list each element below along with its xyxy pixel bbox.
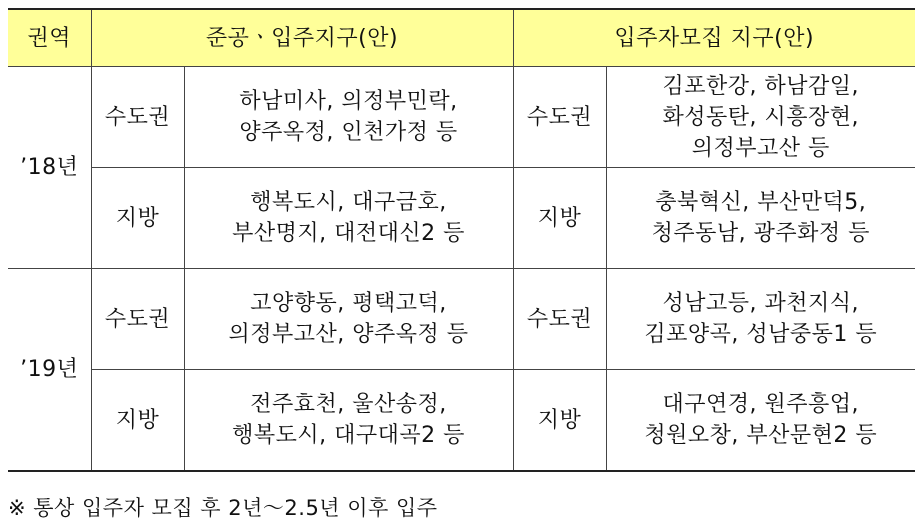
recruit-cell	[606, 67, 915, 168]
cell-line: 성남고등, 과천지식,	[662, 291, 859, 316]
completed-cell	[184, 370, 513, 472]
completed-cell	[184, 67, 513, 168]
cell-line: 대구연경, 원주흥업,	[662, 392, 859, 417]
cell-line: 행복도시, 대구대곡2 등	[232, 423, 465, 448]
header-region: 권역	[8, 9, 91, 67]
table-row	[8, 168, 915, 269]
cell-line: 하남미사, 의정부민락,	[239, 89, 458, 114]
cell-line: 의정부고산 등	[691, 135, 830, 161]
header-completed: 준공ㆍ입주지구(안)	[91, 9, 513, 67]
area-label: 수도권	[91, 67, 184, 168]
cell-line: 청주동남, 광주화정 등	[651, 221, 870, 246]
cell-line: 행복도시, 대구금호,	[250, 190, 447, 215]
recruit-cell	[606, 269, 915, 370]
completed-cell	[184, 168, 513, 269]
table-header-row	[8, 9, 915, 67]
area-label: 지방	[91, 370, 184, 472]
footnote: ※ 통상 입주자 모집 후 2년～2.5년 이후 입주	[8, 496, 438, 520]
cell-line: 화성동탄, 시흥장현,	[662, 104, 859, 130]
area-label: 수도권	[91, 269, 184, 370]
table-row	[8, 67, 915, 168]
cell-line: 부산명지, 대전대신2 등	[232, 221, 465, 246]
year-label: ’19년	[8, 269, 91, 472]
area-label: 수도권	[513, 67, 606, 168]
cell-line: 고양향동, 평택고덕,	[250, 291, 447, 316]
header-recruit: 입주자모집 지구(안)	[513, 9, 915, 67]
area-label: 지방	[91, 168, 184, 269]
table-row	[8, 269, 915, 370]
cell-line: 김포한강, 하남감일,	[662, 73, 859, 99]
cell-line: 김포양곡, 성남중동1 등	[644, 322, 878, 347]
housing-schedule-table	[8, 8, 915, 472]
year-label: ’18년	[8, 67, 91, 269]
cell-line: 의정부고산, 양주옥정 등	[228, 322, 469, 347]
area-label: 지방	[513, 168, 606, 269]
recruit-cell	[606, 370, 915, 472]
area-label: 지방	[513, 370, 606, 472]
area-label: 수도권	[513, 269, 606, 370]
recruit-cell	[606, 168, 915, 269]
cell-line: 전주효천, 울산송정,	[250, 392, 447, 417]
cell-line: 청원오창, 부산문현2 등	[644, 423, 878, 448]
cell-line: 충북혁신, 부산만덕5,	[655, 190, 867, 215]
completed-cell	[184, 269, 513, 370]
cell-line: 양주옥정, 인천가정 등	[239, 120, 458, 145]
table-row	[8, 370, 915, 472]
